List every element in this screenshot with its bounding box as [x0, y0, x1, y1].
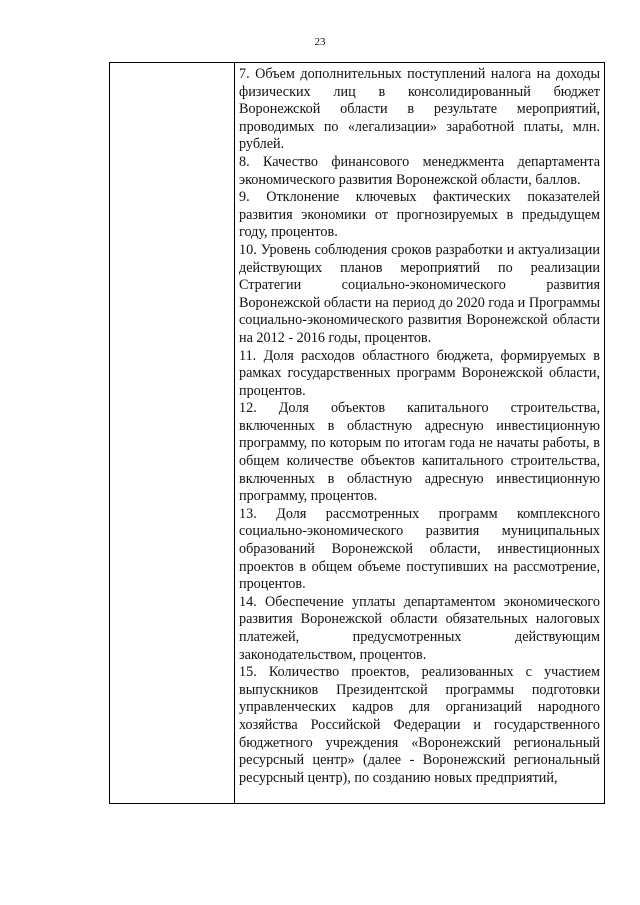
page-number: 23: [314, 36, 326, 48]
indicator-item-15: 15. Количество проектов, реализованных с участием выпускников Президентской программы подготовки управленческих кадров для организаций народного хозяйства Российской Федерации и государственного бюджетного учреждения «Воронежский региональный ресурсный центр» (далее - Воронежский региональный ресурсный центр), по созданию новых предприятий,: [239, 664, 600, 786]
indicators-table: [109, 62, 605, 804]
indicator-item-9: 9. Отклонение ключевых фактических показателей развития экономики от прогнозируемых в предыдущем году, процентов.: [239, 189, 600, 241]
table-left-cell: [110, 63, 235, 803]
indicator-item-13: 13. Доля рассмотренных программ комплексного социально-экономического развития муниципальных образований Воронежской области, инвестиционных проектов в общем объеме поступивших на рассмотрение, процентов.: [239, 505, 600, 593]
indicator-item-12: 12. Доля объектов капитального строительства, включенных в областную адресную инвестиционную программу, по которым по итогам года не начаты работы, в общем количестве объектов капитального строительства, включенных в областную адресную инвестиционную программу, процентов.: [239, 400, 600, 505]
table-right-cell: [235, 63, 604, 803]
indicator-item-11: 11. Доля расходов областного бюджета, формируемых в рамках государственных программ Воронежской области, процентов.: [239, 347, 600, 399]
indicator-item-14: 14. Обеспечение уплаты департаментом экономического развития Воронежской области обязательных налоговых платежей, предусмотренных действующим законодательством, процентов.: [239, 593, 600, 663]
indicator-item-8: 8. Качество финансового менеджмента департамента экономического развития Воронежской области, баллов.: [239, 153, 600, 188]
indicator-item-10: 10. Уровень соблюдения сроков разработки и актуализации действующих планов мероприятий по реализации Стратегии социально-экономического развития Воронежской области на период до 2020 года и Программы социально-экономического развития Воронежской области на 2012 - 2016 годы, процентов.: [239, 241, 600, 346]
indicator-item-7: 7. Объем дополнительных поступлений налога на доходы физических лиц в консолидированный бюджет Воронежской области в результате мероприятий, проводимых по «легализации» заработной платы, млн. рублей.: [239, 66, 600, 153]
